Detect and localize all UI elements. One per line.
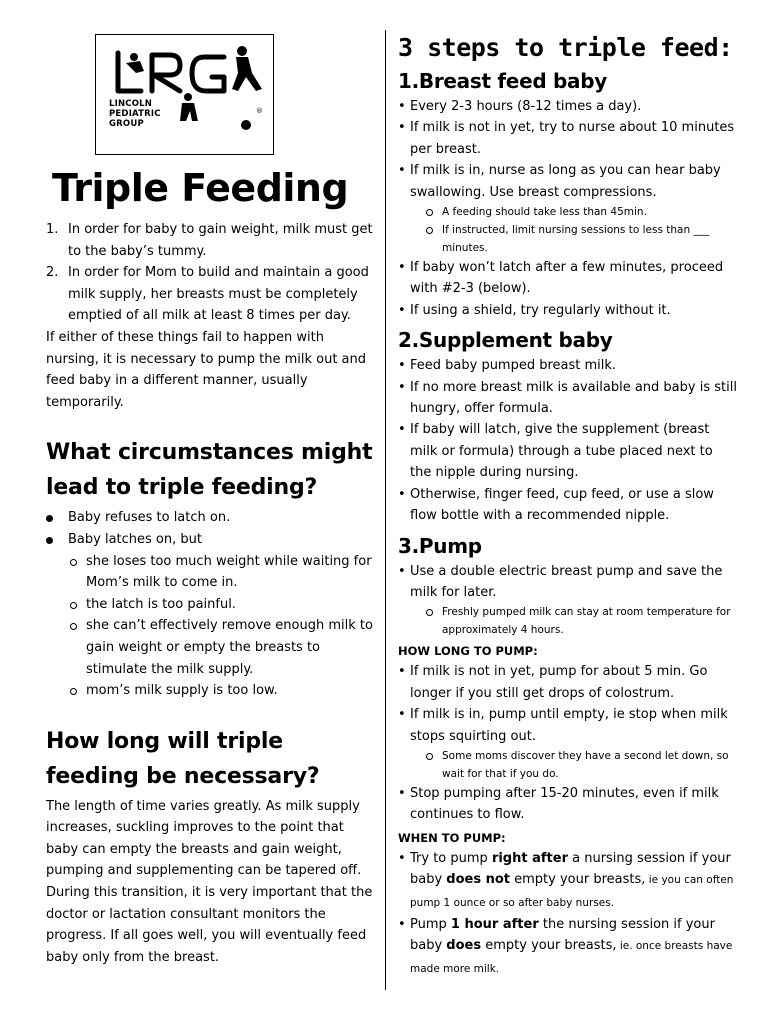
circle-bullet-icon (70, 688, 77, 695)
bullet-icon: • (398, 486, 406, 502)
item-text: If baby won’t latch after a few minutes, proceed with #2-3 (below). (410, 260, 724, 297)
emphasis-text: right after (491, 850, 568, 866)
intro-paragraph: If either of these things fail to happen with nursing, it is necessary to pump the milk out and feed baby in a different manner, usually temporarily. (46, 329, 367, 410)
step2-heading: 2.Supplement baby (398, 328, 613, 353)
list-item (398, 355, 738, 376)
list-item (398, 661, 738, 704)
bullet-icon: • (398, 163, 406, 179)
bullet-icon: • (398, 422, 406, 438)
text-part: a nursing session if your baby (410, 850, 731, 888)
item-text: Stop pumping after 15-20 minutes, even if milk continues to flow. (410, 785, 719, 823)
sub-item (68, 615, 374, 680)
item-number: 1. (46, 222, 59, 237)
bullet-icon: • (398, 664, 406, 680)
circumstances-list (46, 507, 374, 701)
list-item (398, 257, 738, 300)
item-text: Use a double electric breast pump and save the milk for later. (410, 563, 723, 600)
item-text: If milk is in, pump until empty, ie stop when milk stops squirting out. (410, 707, 728, 744)
list-item (398, 484, 738, 527)
steps-heading: 3 steps to triple feed: (398, 33, 733, 62)
sub-item (426, 747, 738, 783)
list-item (398, 419, 738, 483)
when-list (398, 848, 738, 980)
text-part: Try to pump (410, 850, 492, 866)
list-item (46, 529, 374, 702)
bullet-icon: • (398, 707, 406, 723)
small-note: ie you can often pump 1 ounce or so after baby nurses. (410, 874, 734, 909)
list-item (398, 117, 738, 160)
step3-list (398, 561, 738, 640)
item-text: Every 2-3 hours (8-12 times a day). (410, 99, 642, 114)
sub-item (426, 603, 738, 639)
list-item (398, 377, 738, 420)
bullet-icon: • (398, 850, 406, 866)
bullet-icon: • (398, 99, 406, 114)
bullet-icon: • (398, 916, 406, 932)
bullet-icon: • (398, 358, 406, 374)
item-text: If milk is not in yet, pump for about 5 min. Go longer if you still get drops of colostrum. (410, 664, 708, 701)
logo-line-3: GROUP (109, 119, 144, 129)
numbered-item (46, 219, 374, 262)
sub-item-text: mom’s milk supply is too low. (86, 683, 278, 699)
list-item (398, 96, 738, 117)
small-note: ie. once breasts have made more milk. (410, 940, 733, 975)
item-text: In order for baby to gain weight, milk must get to the baby’s tummy. (68, 222, 373, 259)
step3-sublist (426, 603, 738, 639)
sub-item (68, 594, 374, 616)
sub-item-text: A feeding should take less than 45min. (442, 206, 647, 219)
sub-item (68, 680, 374, 702)
item-text: Otherwise, finger feed, cup feed, or use a slow flow bottle with a recommended nipple. (410, 486, 714, 524)
numbered-item (46, 262, 374, 327)
sub-item-text: the latch is too painful. (86, 596, 236, 612)
circle-bullet-icon (426, 753, 433, 760)
item-text: If no more breast milk is available and baby is still hungry, offer formula. (410, 379, 737, 417)
logo-line-1: LINCOLN (109, 99, 153, 109)
bullet-icon: • (398, 120, 406, 136)
item-text: Feed baby pumped breast milk. (410, 358, 617, 374)
bullet-icon (46, 515, 53, 522)
step1-list (398, 96, 738, 321)
list-item (398, 848, 738, 914)
lincoln-pediatric-group-logo (95, 34, 274, 155)
list-item (46, 507, 374, 529)
registered-mark: ® (256, 107, 263, 115)
emphasis-text: does not (446, 872, 511, 888)
right-column (398, 30, 738, 980)
bullet-icon: • (398, 563, 406, 579)
circle-bullet-icon (70, 602, 77, 609)
sub-item-text: Freshly pumped milk can stay at room temperature for approximately 4 hours. (442, 606, 731, 637)
logo-graphic (96, 35, 272, 153)
step1-heading: 1.Breast feed baby (398, 69, 607, 93)
item-text: If milk is in, nurse as long as you can hear baby swallowing. Use breast compressions. (410, 163, 721, 200)
how-long-sublist (426, 747, 738, 783)
page-title: Triple Feeding (52, 166, 349, 210)
logo-line-2: PEDIATRIC (109, 109, 161, 119)
duration-heading: How long will triple feeding be necessary? (46, 728, 320, 789)
text-part: empty your breasts, (510, 872, 646, 888)
emphasis-text: does (446, 938, 482, 954)
intro-numbered-list (46, 219, 374, 327)
item-text: Baby latches on, but (68, 531, 202, 547)
list-item (398, 704, 738, 783)
bullet-icon: • (398, 785, 406, 801)
bullet-icon (46, 537, 53, 544)
item-text: If using a shield, try regularly without it. (410, 302, 671, 318)
item-text: In order for Mom to build and maintain a good milk supply, her breasts must be completely emptied of all milk at least 8 times per day. (68, 265, 369, 324)
emphasis-text: 1 hour after (450, 916, 539, 932)
list-item (398, 914, 738, 980)
how-long-label: HOW LONG TO PUMP: (398, 644, 538, 659)
list-item (398, 160, 738, 257)
item-text: Baby refuses to latch on. (68, 510, 231, 526)
left-column (46, 30, 374, 968)
text-part: the nursing session if your baby (410, 916, 715, 954)
duration-paragraph: The length of time varies greatly. As milk supply increases, suckling improves to the point that baby can empty the breasts and gain weight, pumping and supplementing can be tapered off. During this transition, it is very important that the doctor or lactation consultant monitors the progress. If all goes well, you will eventually feed baby only from the breast. (46, 798, 373, 965)
sub-item-text: Some moms discover they have a second let down, so wait for that if you do. (442, 749, 729, 780)
circle-bullet-icon (426, 609, 433, 616)
item-number: 2. (46, 265, 59, 281)
text-part: empty your breasts, (481, 938, 617, 954)
text-part: Pump (410, 916, 451, 932)
circle-bullet-icon (426, 209, 433, 216)
latch-sublist (68, 551, 374, 702)
step1-sublist (426, 203, 738, 257)
bullet-icon: • (398, 379, 406, 395)
circle-bullet-icon (70, 623, 77, 630)
column-divider (385, 30, 386, 990)
sub-item (426, 203, 738, 221)
list-item (398, 561, 738, 640)
list-item (398, 300, 738, 321)
sub-item (68, 551, 374, 594)
circle-bullet-icon (70, 559, 77, 566)
bullet-icon: • (398, 302, 406, 318)
when-label: WHEN TO PUMP: (398, 830, 506, 845)
bullet-icon: • (398, 260, 406, 276)
step2-list (398, 355, 738, 526)
how-long-list (398, 661, 738, 825)
item-text: If milk is not in yet, try to nurse about 10 minutes per breast. (410, 120, 735, 157)
step3-heading: 3.Pump (398, 533, 482, 558)
sub-item-text: she can’t effectively remove enough milk to gain weight or empty the breasts to stimulate the milk supply. (86, 618, 373, 677)
circumstances-heading: What circumstances might lead to triple feeding? (46, 440, 373, 501)
sub-item-text: If instructed, limit nursing sessions to less than ___ minutes. (442, 224, 710, 255)
sub-item-text: she loses too much weight while waiting for Mom’s milk to come in. (86, 553, 372, 591)
list-item (398, 783, 738, 826)
logo-text (109, 99, 161, 129)
item-text: If baby will latch, give the supplement (breast milk or formula) through a tube placed next to the nipple during nursing. (410, 422, 713, 481)
sub-item (426, 221, 738, 257)
circle-bullet-icon (426, 227, 433, 234)
